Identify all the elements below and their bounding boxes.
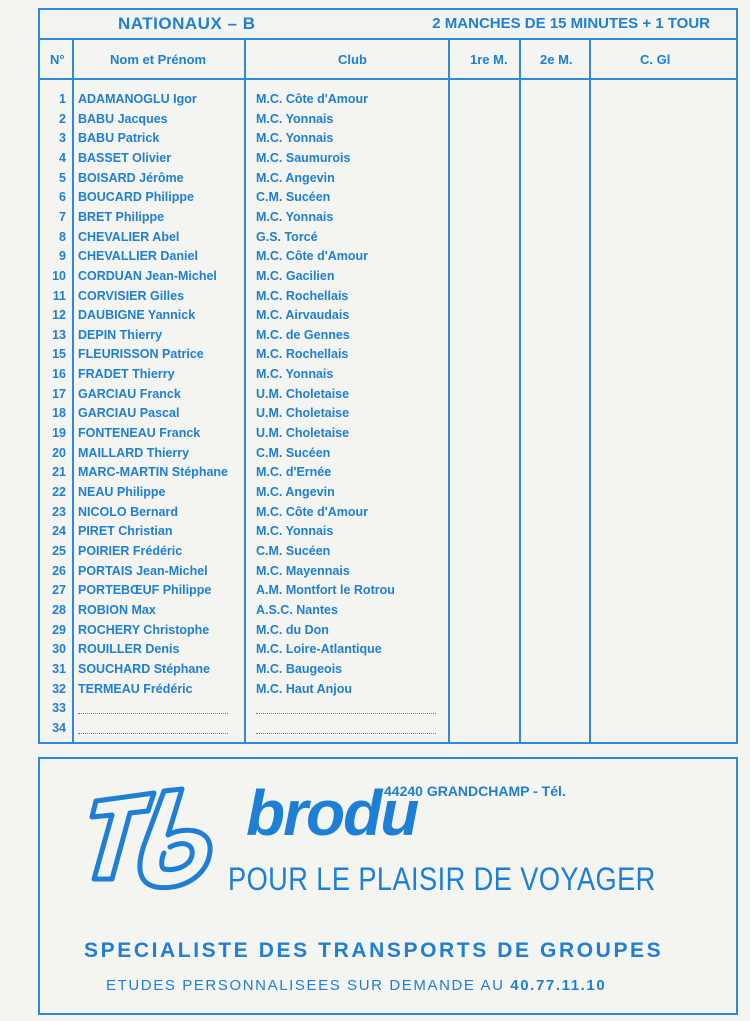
rider-club: M.C. Baugeois — [256, 661, 343, 676]
rider-club: M.C. Loire-Atlantique — [256, 642, 382, 657]
table-row — [40, 544, 736, 563]
rider-number: 24 — [52, 524, 66, 539]
rider-club: M.C. Mayennais — [256, 563, 350, 578]
rider-name: ADAMANOGLU Igor — [78, 92, 197, 106]
table-row — [40, 603, 736, 622]
rider-name: MARC-MARTIN Stéphane — [78, 465, 228, 480]
rider-name: PIRET Christian — [78, 524, 173, 539]
brand-name: brodu — [246, 777, 418, 849]
rider-name: BABU Jacques — [78, 111, 168, 126]
table-row — [40, 308, 736, 327]
rider-club: M.C. Côte d'Amour — [256, 92, 368, 106]
col-header-name: Nom et Prénom — [110, 52, 207, 67]
rider-club: M.C. Angevin — [256, 485, 335, 499]
rider-club: M.C. Haut Anjou — [256, 681, 353, 696]
rider-club: M.C. Yonnais — [256, 111, 334, 126]
estimates-text: ETUDES PERSONNALISEES SUR DEMANDE AU — [106, 977, 505, 994]
table-row — [40, 230, 736, 249]
rider-name: ROUILLER Denis — [78, 642, 180, 657]
table-row — [40, 387, 736, 406]
rider-name: FRADET Thierry — [78, 367, 175, 382]
rider-number: 28 — [52, 602, 66, 617]
rider-club: M.C. Saumurois — [256, 150, 351, 165]
rider-number: 1 — [59, 92, 66, 106]
table-row — [40, 465, 736, 484]
rider-club: M.C. Gacilien — [256, 268, 335, 283]
rider-club: C.M. Sucéen — [256, 543, 331, 558]
rider-number: 21 — [52, 465, 66, 480]
rider-club: M.C. Yonnais — [256, 209, 334, 224]
rider-club: M.C. Airvaudais — [256, 308, 350, 323]
rider-number: 20 — [52, 445, 66, 460]
rider-number: 30 — [52, 642, 66, 657]
rider-club: M.C. Yonnais — [256, 524, 334, 539]
rider-name: CORDUAN Jean-Michel — [78, 268, 217, 283]
column-headers — [40, 40, 736, 80]
rider-club: M.C. Yonnais — [256, 367, 334, 382]
rider-club: M.C. Angevin — [256, 170, 335, 185]
table-row — [40, 210, 736, 229]
col-header-m2: 2e M. — [540, 52, 573, 67]
rider-name: GARCIAU Franck — [78, 386, 181, 401]
rider-club: C.M. Sucéen — [256, 190, 331, 205]
rider-name: MAILLARD Thierry — [78, 445, 190, 460]
slogan: POUR LE PLAISIR DE VOYAGER — [228, 861, 656, 897]
table-row — [40, 505, 736, 524]
rider-number: 26 — [52, 563, 66, 578]
col-header-cgl: C. Gl — [640, 52, 671, 67]
results-table — [38, 8, 738, 744]
brodu-logo-icon — [84, 783, 234, 903]
table-row — [40, 112, 736, 131]
empty-name-line — [78, 713, 228, 714]
table-row — [40, 524, 736, 543]
table-row — [40, 328, 736, 347]
table-row — [40, 583, 736, 602]
rider-name: FLEURISSON Patrice — [78, 347, 204, 362]
rider-number: 11 — [52, 288, 66, 303]
rider-number: 32 — [52, 681, 66, 696]
table-row — [40, 682, 736, 701]
rider-club: C.M. Sucéen — [256, 445, 331, 460]
table-row — [40, 642, 736, 661]
rider-name: BASSET Olivier — [78, 150, 172, 165]
specialty-line: SPECIALISTE DES TRANSPORTS DE GROUPES — [84, 939, 664, 962]
rider-number: 23 — [52, 504, 66, 519]
rider-name: BOUCARD Philippe — [78, 190, 194, 205]
rider-club: M.C. Rochellais — [256, 288, 349, 303]
col-header-no: N° — [50, 52, 65, 67]
rider-club: U.M. Choletaise — [256, 406, 350, 421]
rider-number: 29 — [52, 622, 66, 637]
rider-number: 10 — [52, 268, 66, 283]
rider-club: U.M. Choletaise — [256, 426, 350, 441]
rider-name: FONTENEAU Franck — [78, 426, 201, 441]
table-row — [40, 249, 736, 268]
rider-number: 22 — [52, 485, 66, 499]
rider-club: U.M. Choletaise — [256, 386, 350, 401]
rider-number: 27 — [52, 583, 66, 598]
table-row — [40, 190, 736, 209]
rider-number: 3 — [59, 131, 66, 146]
rider-name: NEAU Philippe — [78, 485, 166, 499]
empty-club-line — [256, 733, 436, 734]
race-format: 2 MANCHES DE 15 MINUTES + 1 TOUR — [432, 15, 710, 32]
rider-name: TERMEAU Frédéric — [78, 681, 193, 696]
table-row — [40, 623, 736, 642]
rider-number: 5 — [59, 170, 66, 185]
rider-number: 17 — [52, 386, 66, 401]
table-row — [40, 564, 736, 583]
rider-name: CHEVALLIER Daniel — [78, 249, 198, 264]
rider-number: 31 — [52, 661, 66, 676]
rider-name: BRET Philippe — [78, 209, 165, 224]
table-row — [40, 289, 736, 308]
rider-name: GARCIAU Pascal — [78, 406, 180, 421]
rider-name: DAUBIGNE Yannick — [78, 308, 196, 323]
table-row — [40, 92, 736, 111]
rider-number: 7 — [59, 209, 66, 224]
rider-number: 18 — [52, 406, 66, 421]
rider-name: POIRIER Frédéric — [78, 543, 183, 558]
table-row — [40, 269, 736, 288]
rider-club: M.C. de Gennes — [256, 327, 350, 342]
table-row — [40, 426, 736, 445]
rider-number: 33 — [52, 701, 66, 716]
rider-number: 8 — [59, 229, 66, 244]
rider-number: 2 — [59, 111, 66, 126]
advertisement — [38, 757, 738, 1015]
rider-name: ROCHERY Christophe — [78, 622, 210, 637]
table-row — [40, 662, 736, 681]
rider-club: M.C. du Don — [256, 622, 329, 637]
estimates-line — [106, 977, 606, 994]
rider-club: M.C. d'Ernée — [256, 465, 332, 480]
rider-number: 4 — [59, 150, 66, 165]
rider-club: G.S. Torcé — [256, 229, 318, 244]
table-row — [40, 367, 736, 386]
col-header-club: Club — [338, 52, 367, 67]
rider-name: NICOLO Bernard — [78, 504, 179, 519]
rider-club: A.M. Montfort le Rotrou — [256, 583, 395, 598]
table-row — [40, 701, 736, 720]
phone-number: 40.77.11.10 — [510, 977, 607, 994]
empty-club-line — [256, 713, 436, 714]
rider-number: 13 — [52, 327, 66, 342]
rider-club: M.C. Rochellais — [256, 347, 349, 362]
rider-number: 15 — [52, 347, 66, 362]
rider-name: BOISARD Jérôme — [78, 170, 184, 185]
rider-number: 6 — [59, 190, 66, 205]
rider-club: M.C. Yonnais — [256, 131, 334, 146]
category-title: NATIONAUX – B — [118, 14, 256, 33]
rider-club: M.C. Côte d'Amour — [256, 249, 368, 264]
company-address: 44240 GRANDCHAMP - Tél. — [384, 783, 566, 799]
rider-name: ROBION Max — [78, 602, 156, 617]
table-row — [40, 131, 736, 150]
rider-name: CHEVALIER Abel — [78, 229, 180, 244]
rider-name: DEPIN Thierry — [78, 327, 163, 342]
table-row — [40, 721, 736, 740]
table-row — [40, 485, 736, 504]
rider-number: 19 — [52, 426, 66, 441]
rider-number: 12 — [52, 308, 66, 323]
rider-name: BABU Patrick — [78, 131, 160, 146]
rider-name: SOUCHARD Stéphane — [78, 661, 210, 676]
table-row — [40, 347, 736, 366]
rider-number: 25 — [52, 543, 66, 558]
rider-name: CORVISIER Gilles — [78, 288, 185, 303]
table-row — [40, 151, 736, 170]
rider-club: M.C. Côte d'Amour — [256, 504, 368, 519]
rider-club: A.S.C. Nantes — [256, 602, 338, 617]
empty-name-line — [78, 733, 228, 734]
table-title-bar — [40, 10, 736, 40]
rider-number: 34 — [52, 720, 66, 735]
rider-number: 9 — [59, 249, 66, 264]
rider-number: 16 — [52, 367, 66, 382]
rider-name: PORTAIS Jean-Michel — [78, 563, 208, 578]
rider-name: PORTEBŒUF Philippe — [78, 583, 212, 598]
table-row — [40, 446, 736, 465]
col-header-m1: 1re M. — [470, 52, 508, 67]
table-row — [40, 171, 736, 190]
table-row — [40, 406, 736, 425]
